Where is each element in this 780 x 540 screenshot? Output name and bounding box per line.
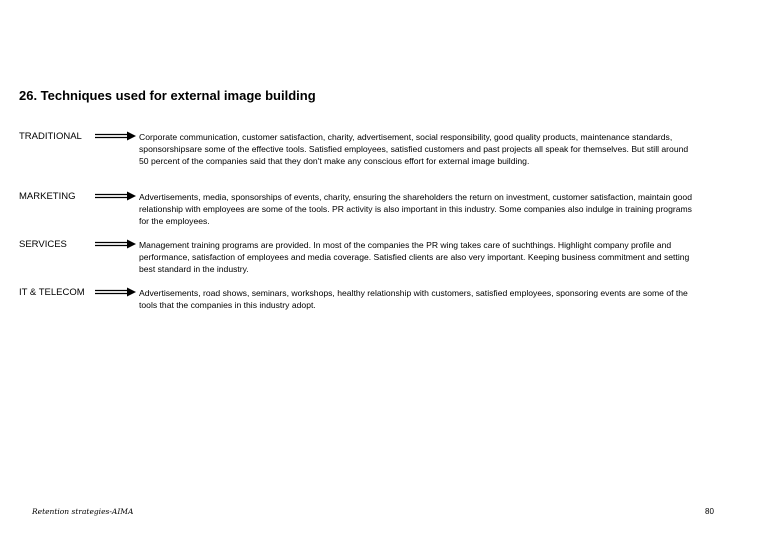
double-line-right-arrow-icon	[95, 287, 137, 297]
footer-source: Retention strategies-AIMA	[32, 507, 134, 516]
industry-label: TRADITIONAL	[19, 131, 82, 142]
page-title: 26. Techniques used for external image building	[19, 88, 316, 103]
industry-label: SERVICES	[19, 239, 67, 250]
double-line-right-arrow-icon	[95, 239, 137, 249]
industry-label: MARKETING	[19, 191, 76, 202]
industry-label: IT & TELECOM	[19, 287, 85, 298]
technique-description: Advertisements, media, sponsorships of events, charity, ensuring the shareholders the return on investment, customer satisfaction, maintain good relationship with employees are some of the tools. PR activity is also important in this industry. Some companies also indulge in training programs for the employees.	[139, 192, 692, 226]
technique-description: Advertisements, road shows, seminars, workshops, healthy relationship with customers, satisfied employees, sponsoring events are some of the tools that the companies in this industry adopt.	[139, 288, 688, 310]
page-number: 80	[705, 507, 714, 516]
technique-description: Corporate communication, customer satisfaction, charity, advertisement, social responsibility, good quality products, maintenance standards, sponsorshipsare some of the effective tools. Satisfied employees, satisfied customers and past projects all speak for themselves. But still around 50 percent of the companies said that they don't make any conscious effort for external image building.	[139, 132, 689, 166]
technique-description: Management training programs are provided. In most of the companies the PR wing takes care of suchthings. Highlight company profile and performance, satisfaction of employees and media coverage. Satisfied clients are also very important. Keeping business commitment and setting best standard in the industry.	[139, 240, 690, 274]
double-line-right-arrow-icon	[95, 131, 137, 141]
double-line-right-arrow-icon	[95, 191, 137, 201]
